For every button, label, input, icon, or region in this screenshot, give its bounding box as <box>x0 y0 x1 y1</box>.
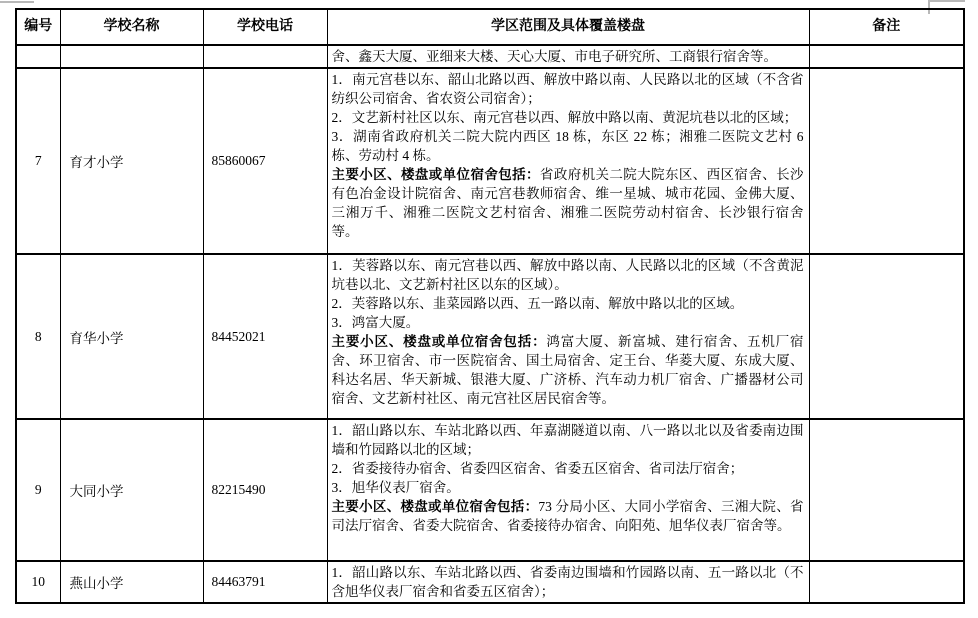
district-highlight-label: 主要小区、楼盘或单位宿舍包括： <box>331 334 547 349</box>
col-header-school-phone: 学校电话 <box>203 9 327 45</box>
cell-id: 7 <box>16 68 60 254</box>
district-item: 1．南元宫巷以东、韶山北路以西、解放中路以南、人民路以北的区域（不含省纺织公司宿舍、省农资公司宿舍）； <box>331 72 804 106</box>
cell-name-empty <box>60 45 203 68</box>
table-row <box>16 254 964 419</box>
table-row <box>16 419 964 561</box>
district-highlight-text: 省政府机关二院大院东区、西区宿舍、长沙有色冶金设计院宿舍、南元宫巷教师宿舍、维一星城、城市花园、金佛大厦、三湘万千、湘雅二医院文艺村宿舍、湘雅二医院劳动村宿舍、长沙银行宿舍等。 <box>331 167 804 239</box>
table-row <box>16 561 964 603</box>
district-item: 1．韶山路以东、车站北路以西、年嘉湖隧道以南、八一路以北以及省委南边围墙和竹园路以北的区域； <box>331 423 804 457</box>
cell-district-scope <box>327 68 809 254</box>
district-highlight <box>332 165 804 241</box>
col-header-remark: 备注 <box>809 9 964 45</box>
cell-remark <box>809 254 964 419</box>
district-item: 1．韶山路以东、车站北路以西、省委南边围墙和竹园路以南、五一路以北（不含旭华仪表厂宿舍和省委五区宿舍）； <box>331 565 804 599</box>
district-highlight-text: 鸿富大厦、新富城、建行宿舍、五机厂宿舍、环卫宿舍、市一医院宿舍、国土局宿舍、定王台、华菱大厦、东成大厦、科达名居、华天新城、银港大厦、广济桥、汽车动力机厂宿舍、广播器材公司宿舍、文艺新村社区、南元宫社区居民宿舍等。 <box>331 334 804 406</box>
district-item: 3．旭华仪表厂宿舍。 <box>331 480 460 495</box>
cell-remark <box>809 45 964 68</box>
district-highlight-text: 73 分局小区、大同小学宿舍、三湘大院、省司法厅宿舍、省委大院宿舍、省委接待办宿舍、向阳苑、旭华仪表厂宿舍等。 <box>331 499 804 533</box>
cell-id: 8 <box>16 254 60 419</box>
district-item: 2．文艺新村社区以东、南元宫巷以西、解放中路以南、黄泥坑巷以北的区域； <box>331 110 798 125</box>
cell-school-name: 燕山小学 <box>60 561 203 603</box>
cell-school-name: 育才小学 <box>60 68 203 254</box>
cell-remark <box>809 68 964 254</box>
district-item: 舍、鑫天大厦、亚细来大楼、天心大厦、市电子研究所、工商银行宿舍等。 <box>331 49 777 64</box>
cell-district-scope <box>327 254 809 419</box>
cell-id-empty <box>16 45 60 68</box>
col-header-id: 编号 <box>16 9 60 45</box>
cell-district-scope <box>327 561 809 603</box>
cell-id: 9 <box>16 419 60 561</box>
district-item: 3．湖南省政府机关二院大院内西区 18 栋，东区 22 栋；湘雅二医院文艺村 6 栋、劳动村 4 栋。 <box>331 129 804 163</box>
cell-school-name: 大同小学 <box>60 419 203 561</box>
cell-remark <box>809 561 964 603</box>
table-row-carryover <box>16 45 964 68</box>
cell-school-phone: 84452021 <box>203 254 327 419</box>
table-header-row <box>16 9 964 45</box>
district-highlight <box>332 497 804 535</box>
district-highlight-label: 主要小区、楼盘或单位宿舍包括： <box>331 499 539 514</box>
cell-school-phone: 84463791 <box>203 561 327 603</box>
district-highlight <box>332 332 804 408</box>
cell-phone-empty <box>203 45 327 68</box>
district-item: 2．省委接待办宿舍、省委四区宿舍、省委五区宿舍、省司法厅宿舍； <box>331 461 744 476</box>
cell-id: 10 <box>16 561 60 603</box>
district-highlight-label: 主要小区、楼盘或单位宿舍包括： <box>331 167 540 182</box>
district-item: 2．芙蓉路以东、韭菜园路以西、五一路以南、解放中路以北的区域。 <box>331 296 744 311</box>
cell-district-carryover <box>327 45 809 68</box>
district-item: 1．芙蓉路以东、南元宫巷以西、解放中路以南、人民路以北的区域（不含黄泥坑巷以北、文艺新村社区以东的区域）。 <box>331 258 804 292</box>
cell-school-name: 育华小学 <box>60 254 203 419</box>
col-header-school-name: 学校名称 <box>60 9 203 45</box>
cell-district-scope <box>327 419 809 561</box>
district-item: 3．鸿富大厦。 <box>331 315 420 330</box>
cell-school-phone: 85860067 <box>203 68 327 254</box>
screen-artifact-top-left <box>0 1 34 3</box>
cell-remark <box>809 419 964 561</box>
school-district-table <box>15 8 965 604</box>
col-header-district-scope: 学区范围及具体覆盖楼盘 <box>327 9 809 45</box>
table-row <box>16 68 964 254</box>
cell-school-phone: 82215490 <box>203 419 327 561</box>
